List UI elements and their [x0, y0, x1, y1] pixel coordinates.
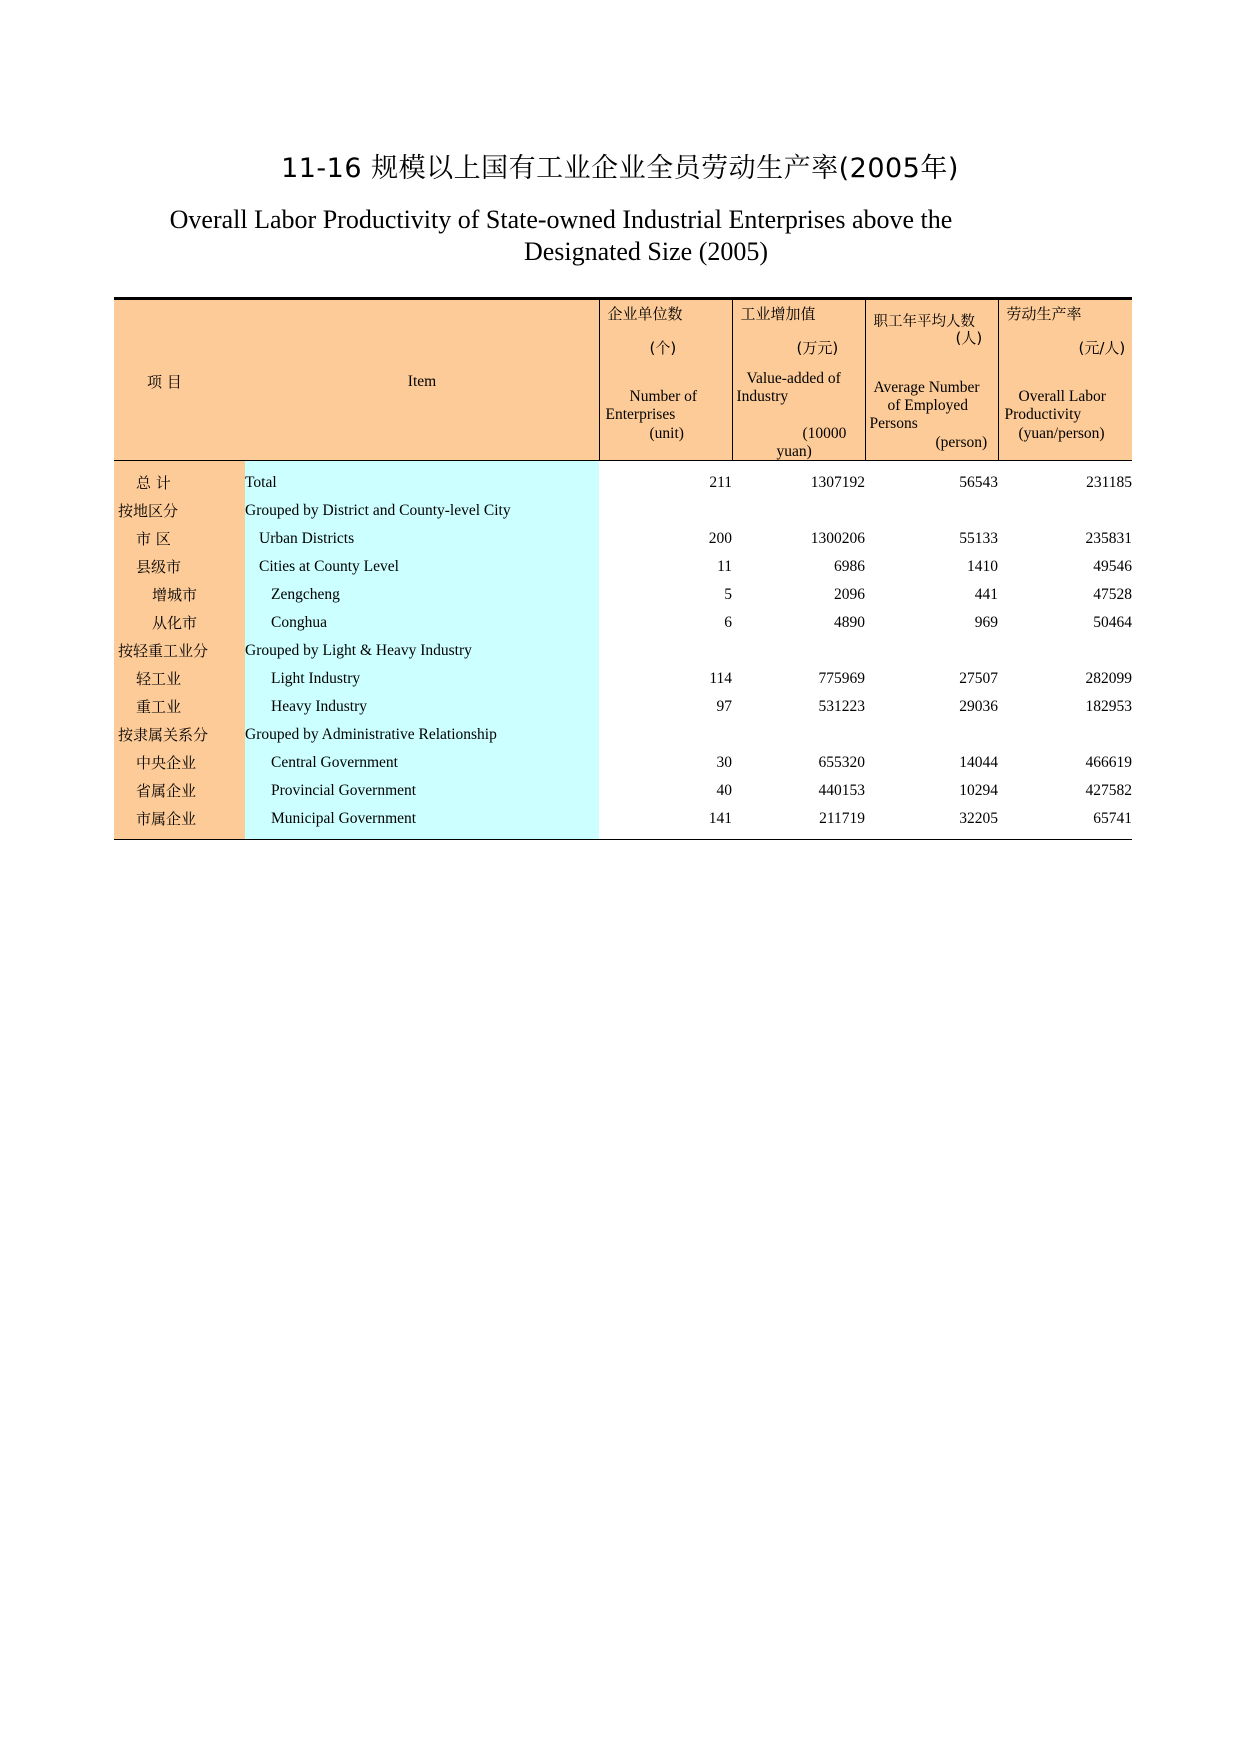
- table-row: [114, 665, 1132, 693]
- table-header-row: [114, 299, 1132, 461]
- table-row: [114, 525, 1132, 553]
- header-productivity-unit-en: (yuan/person): [1018, 425, 1105, 442]
- cell-value-added: [732, 497, 865, 525]
- row-label-en: Urban Districts: [245, 525, 599, 553]
- cell-value-added: [732, 721, 865, 749]
- cell-value-added: 1300206: [810, 530, 865, 547]
- header-productivity-unit-cn: (元/人): [1078, 339, 1126, 357]
- header-employed-en-3: Persons: [869, 415, 918, 432]
- table-row: [114, 805, 1132, 840]
- row-label-en: Grouped by Administrative Relationship: [245, 721, 599, 749]
- cell-enterprises: [599, 721, 732, 749]
- cell-productivity: [998, 721, 1132, 749]
- cell-value-added: 775969: [818, 670, 865, 687]
- table-row: [114, 749, 1132, 777]
- row-label-en: Light Industry: [245, 665, 599, 693]
- cell-employed: [865, 637, 998, 665]
- cell-value-added: [732, 637, 865, 665]
- header-productivity-en-2: Productivity: [1004, 406, 1082, 423]
- cell-enterprises: 97: [716, 698, 732, 715]
- row-label-cn: 省属企业: [114, 777, 245, 805]
- cell-employed: 32205: [865, 805, 998, 840]
- cell-employed: 441: [974, 586, 998, 603]
- header-value-added-en-1: Value-added of: [746, 370, 841, 387]
- cell-enterprises: 11: [717, 558, 732, 575]
- cell-value-added: 4890: [834, 614, 865, 631]
- header-item-en: [245, 299, 599, 461]
- header-value-added-unit-en-2: yuan): [776, 443, 812, 460]
- header-employed: [865, 299, 998, 461]
- data-table: [114, 297, 1132, 840]
- cell-productivity: [998, 497, 1132, 525]
- cell-employed: [865, 497, 998, 525]
- row-label-cn: 增城市: [114, 581, 245, 609]
- row-label-en: Municipal Government: [245, 805, 599, 840]
- cell-value-added: 2096: [834, 586, 865, 603]
- header-employed-unit-en: (person): [935, 434, 988, 451]
- row-label-cn: 总 计: [114, 461, 245, 498]
- row-label-en: Grouped by Light & Heavy Industry: [245, 637, 599, 665]
- header-value-added-unit-en-1: (10000: [802, 425, 847, 442]
- header-employed-unit-cn: (人): [955, 329, 983, 347]
- header-enterprises: [599, 299, 732, 461]
- cell-employed: 56543: [959, 474, 998, 491]
- cell-productivity: 49546: [1093, 558, 1132, 575]
- cell-enterprises: 6: [724, 614, 732, 631]
- cell-productivity: 231185: [1086, 474, 1132, 491]
- cell-employed: 10294: [959, 782, 998, 799]
- table-row-group: [114, 637, 1132, 665]
- cell-employed: 14044: [959, 754, 998, 771]
- header-enterprises-en-2: Enterprises: [605, 406, 676, 423]
- row-label-cn: 中央企业: [114, 749, 245, 777]
- header-employed-en-1: Average Number: [873, 379, 980, 396]
- table-row-group: [114, 721, 1132, 749]
- cell-productivity: 235831: [1085, 530, 1132, 547]
- cell-enterprises: 200: [708, 530, 732, 547]
- title-english-line-2: Designated Size (2005): [523, 237, 769, 266]
- header-item-cn-label: 项 目: [147, 373, 182, 391]
- table-row: [114, 777, 1132, 805]
- row-label-en: Zengcheng: [245, 581, 599, 609]
- cell-productivity: 50464: [1093, 614, 1132, 631]
- cell-value-added: 655320: [818, 754, 865, 771]
- row-label-en: Heavy Industry: [245, 693, 599, 721]
- cell-value-added: 211719: [732, 805, 865, 840]
- table-row-group: [114, 497, 1132, 525]
- header-value-added: [732, 299, 865, 461]
- cell-productivity: 182953: [1085, 698, 1132, 715]
- header-productivity: [998, 299, 1132, 461]
- row-label-cn: 市 区: [114, 525, 245, 553]
- table-row-total: [114, 461, 1132, 498]
- cell-value-added: 440153: [818, 782, 865, 799]
- cell-value-added: 531223: [818, 698, 865, 715]
- cell-enterprises: 40: [716, 782, 732, 799]
- cell-productivity: 427582: [1085, 782, 1132, 799]
- table-row: [114, 693, 1132, 721]
- row-label-en: Provincial Government: [245, 777, 599, 805]
- cell-productivity: 65741: [998, 805, 1132, 840]
- cell-enterprises: 5: [724, 586, 732, 603]
- page-title-english: [121, 204, 1001, 268]
- cell-enterprises: [599, 497, 732, 525]
- header-productivity-en-1: Overall Labor: [1018, 388, 1106, 405]
- row-label-en: Conghua: [245, 609, 599, 637]
- cell-employed: 969: [974, 614, 998, 631]
- row-label-en: Total: [245, 461, 599, 498]
- cell-employed: [865, 721, 998, 749]
- row-label-cn: 按地区分: [114, 497, 245, 525]
- cell-productivity: [998, 637, 1132, 665]
- header-item-en-label: Item: [407, 373, 437, 390]
- row-label-en: Central Government: [245, 749, 599, 777]
- cell-enterprises: [599, 637, 732, 665]
- row-label-cn: 按轻重工业分: [114, 637, 245, 665]
- cell-value-added: 6986: [834, 558, 865, 575]
- cell-productivity: 282099: [1085, 670, 1132, 687]
- header-item-cn: [114, 299, 245, 461]
- cell-employed: 27507: [959, 670, 998, 687]
- header-employed-cn: 职工年平均人数: [873, 314, 975, 330]
- row-label-cn: 重工业: [114, 693, 245, 721]
- header-enterprises-unit-en: (unit): [649, 425, 684, 442]
- cell-employed: 29036: [959, 698, 998, 715]
- header-productivity-cn: 劳动生产率: [1006, 305, 1082, 323]
- cell-productivity: 47528: [1093, 586, 1132, 603]
- header-enterprises-cn: 企业单位数: [607, 305, 683, 323]
- cell-employed: 55133: [959, 530, 998, 547]
- header-enterprises-unit-cn: (个): [649, 339, 677, 357]
- cell-value-added: 1307192: [810, 474, 865, 491]
- row-label-en: Grouped by District and County-level City: [245, 497, 599, 525]
- title-english-line-1: Overall Labor Productivity of State-owned Industrial Enterprises above the: [169, 205, 953, 234]
- page-title-chinese: 11-16 规模以上国有工业企业全员劳动生产率(2005年): [281, 153, 959, 184]
- header-employed-en-2: of Employed: [887, 397, 968, 414]
- header-value-added-cn: 工业增加值: [740, 305, 816, 323]
- row-label-cn: 县级市: [114, 553, 245, 581]
- row-label-cn: 从化市: [114, 609, 245, 637]
- cell-enterprises: 114: [709, 670, 732, 687]
- row-label-cn: 按隶属关系分: [114, 721, 245, 749]
- row-label-en: Cities at County Level: [245, 553, 599, 581]
- cell-employed: 1410: [967, 558, 998, 575]
- header-enterprises-en-1: Number of: [629, 388, 698, 405]
- table-row: [114, 609, 1132, 637]
- cell-enterprises: 141: [599, 805, 732, 840]
- table-row: [114, 581, 1132, 609]
- cell-productivity: 466619: [1085, 754, 1132, 771]
- header-value-added-unit-cn: (万元): [796, 339, 839, 357]
- row-label-cn: 市属企业: [114, 805, 245, 840]
- table-row: [114, 553, 1132, 581]
- cell-enterprises: 211: [709, 474, 732, 491]
- row-label-cn: 轻工业: [114, 665, 245, 693]
- cell-enterprises: 30: [716, 754, 732, 771]
- header-value-added-en-2: Industry: [736, 388, 789, 405]
